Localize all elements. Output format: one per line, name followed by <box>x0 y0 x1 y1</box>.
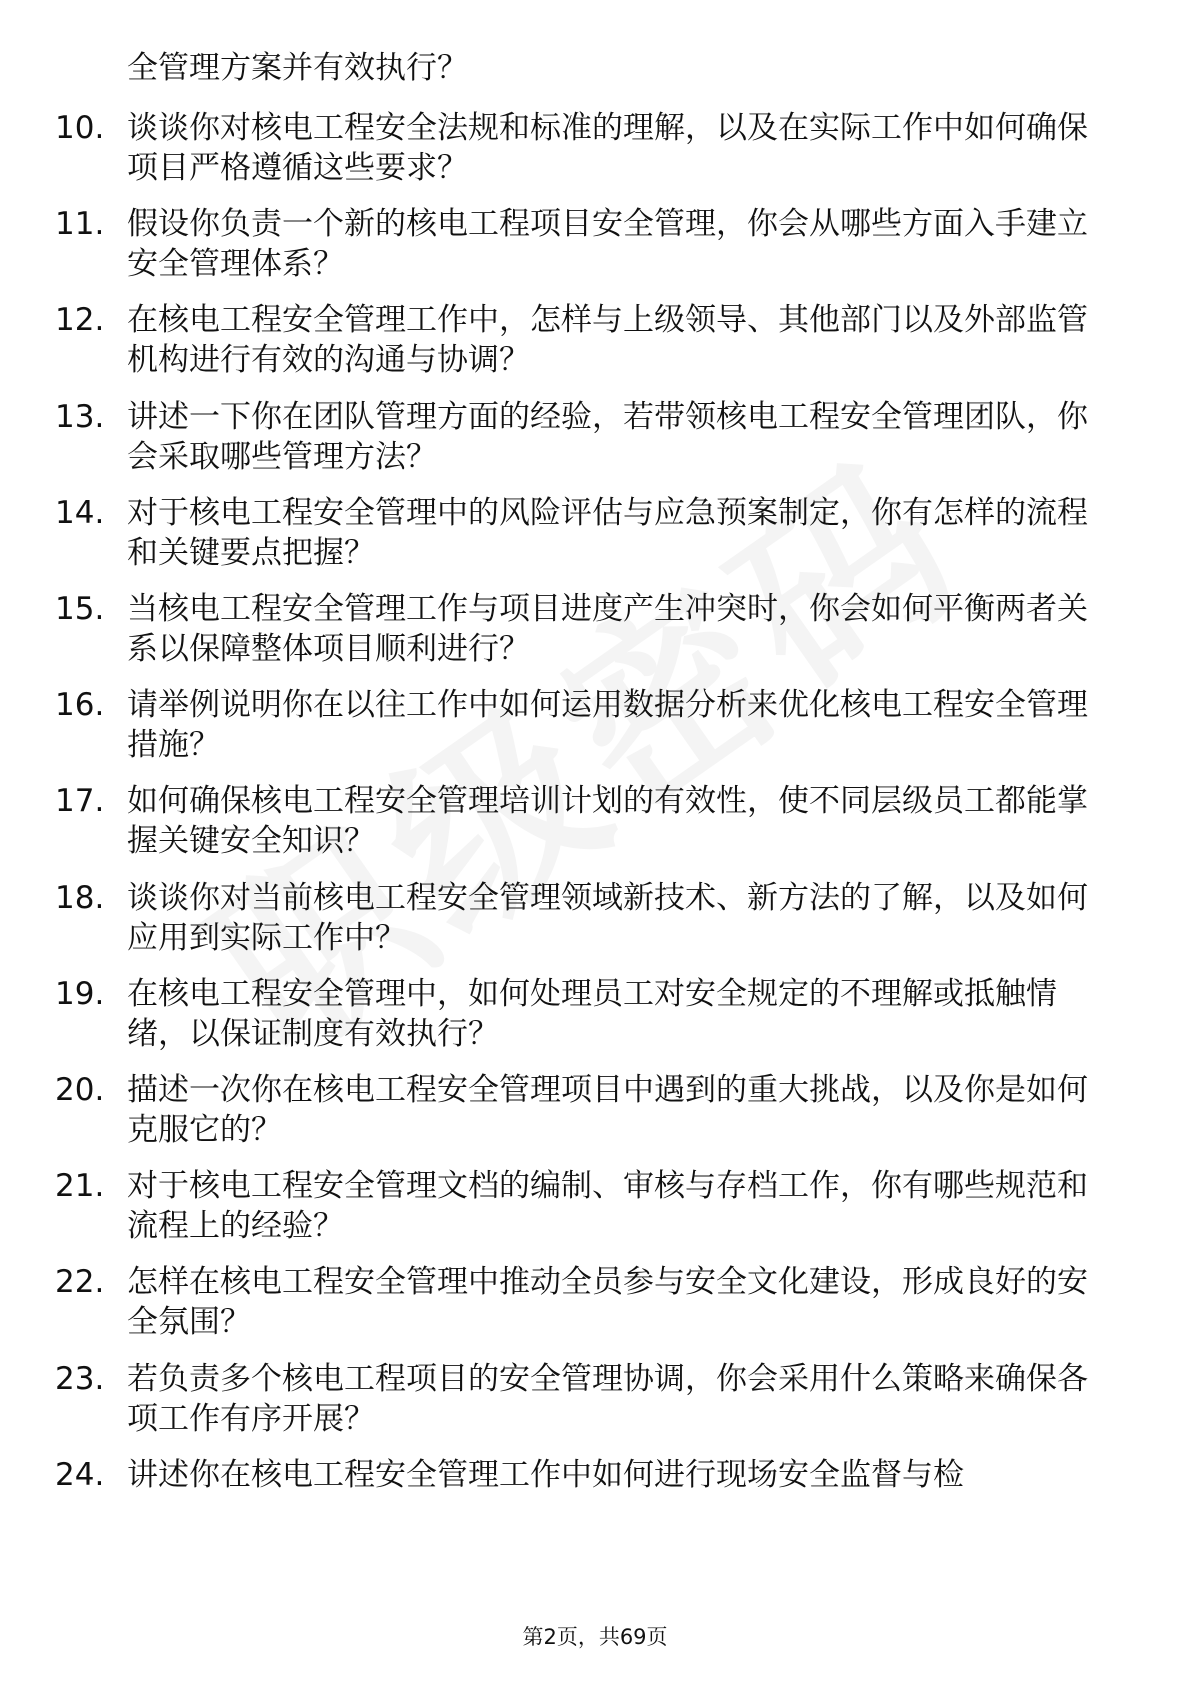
question-text: 在核电工程安全管理中，如何处理员工对安全规定的不理解或抵触情绪，以保证制度有效执行？ <box>127 975 1057 1052</box>
question-text: 谈谈你对核电工程安全法规和标准的理解，以及在实际工作中如何确保项目严格遵循这些要求？ <box>127 110 1088 186</box>
question-number: 24. <box>55 1456 105 1493</box>
question-text: 如何确保核电工程安全管理培训计划的有效性，使不同层级员工都能掌握关键安全知识？ <box>127 783 1088 860</box>
question-item <box>0 397 1190 477</box>
question-item <box>0 589 1190 669</box>
question-text: 在核电工程安全管理工作中，怎样与上级领导、其他部门以及外部监管机构进行有效的沟通与协调？ <box>127 302 1088 379</box>
question-item <box>0 878 1190 958</box>
question-item <box>0 108 1190 188</box>
question-number: 12. <box>55 302 105 339</box>
question-item <box>0 300 1190 380</box>
question-text: 请举例说明你在以往工作中如何运用数据分析来优化核电工程安全管理措施？ <box>127 687 1088 764</box>
question-text: 谈谈你对当前核电工程安全管理领域新技术、新方法的了解，以及如何应用到实际工作中？ <box>127 879 1088 956</box>
question-item <box>0 1359 1190 1439</box>
question-item <box>0 493 1190 573</box>
question-number: 10. <box>55 110 105 146</box>
question-text: 描述一次你在核电工程安全管理项目中遇到的重大挑战，以及你是如何克服它的？ <box>127 1072 1088 1148</box>
question-number: 13. <box>55 398 105 435</box>
question-item <box>0 974 1190 1054</box>
question-item <box>0 1070 1190 1150</box>
question-item <box>0 685 1190 765</box>
page-footer: 第2页，共69页 <box>522 1625 668 1649</box>
question-number: 11. <box>55 206 105 243</box>
question-number: 23. <box>55 1360 105 1397</box>
question-number: 15. <box>55 591 105 627</box>
question-number: 17. <box>55 783 105 820</box>
question-number: 20. <box>55 1072 105 1108</box>
question-item <box>0 1455 1190 1535</box>
question-text: 对于核电工程安全管理中的风险评估与应急预案制定，你有怎样的流程和关键要点把握？ <box>127 494 1088 571</box>
question-item <box>0 1166 1190 1246</box>
question-number: 22. <box>55 1264 105 1301</box>
question-text: 对于核电工程安全管理文档的编制、审核与存档工作，你有哪些规范和流程上的经验？ <box>127 1168 1088 1245</box>
question-number: 14. <box>55 494 105 531</box>
question-text: 讲述一下你在团队管理方面的经验，若带领核电工程安全管理团队，你会采取哪些管理方法？ <box>127 398 1088 475</box>
question-item <box>0 204 1190 284</box>
question-number: 16. <box>55 687 105 724</box>
question-text: 当核电工程安全管理工作与项目进度产生冲突时，你会如何平衡两者关系以保障整体项目顺利进行？ <box>127 591 1088 667</box>
continued-text: 全管理方案并有效执行？ <box>127 50 468 86</box>
question-item <box>0 1262 1190 1342</box>
question-number: 19. <box>55 975 105 1012</box>
question-text: 怎样在核电工程安全管理中推动全员参与安全文化建设，形成良好的安全氛围？ <box>127 1264 1088 1341</box>
question-text: 假设你负责一个新的核电工程项目安全管理，你会从哪些方面入手建立安全管理体系？ <box>127 206 1088 283</box>
question-text: 讲述你在核电工程安全管理工作中如何进行现场安全监督与检 <box>127 1456 964 1493</box>
question-number: 18. <box>55 879 105 916</box>
question-number: 21. <box>55 1168 105 1205</box>
question-item <box>0 781 1190 861</box>
question-text: 若负责多个核电工程项目的安全管理协调，你会采用什么策略来确保各项工作有序开展？ <box>127 1360 1088 1437</box>
